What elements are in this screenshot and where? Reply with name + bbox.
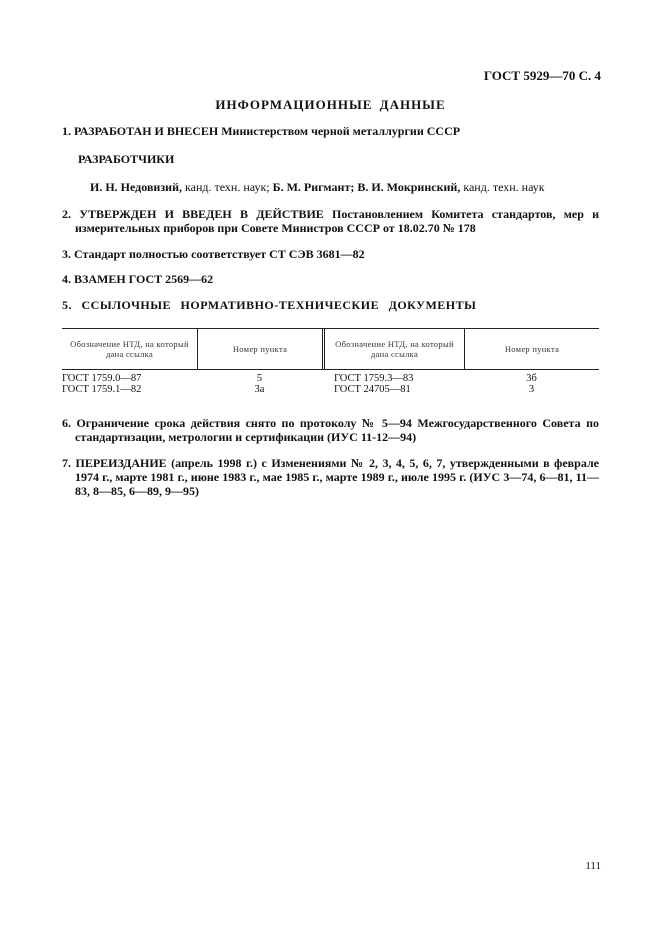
item-1-lead: 1. РАЗРАБОТАН И ВНЕСЕН — [62, 124, 219, 138]
table-column — [62, 373, 197, 395]
page-number: 111 — [585, 860, 601, 872]
table-cell: ГОСТ 1759.1—82 — [62, 384, 142, 395]
table-header-cell: Номер пункта — [464, 329, 599, 369]
table-header-cell: Номер пункта — [197, 329, 322, 369]
table-header-cell: Обозначение НТД, на который дана ссылка — [70, 339, 189, 359]
developer-degree-2: канд. техн. наук — [460, 180, 545, 194]
table-column — [464, 373, 599, 395]
developer-names-2: Б. М. Ригмант; В. И. Мокринский, — [272, 180, 461, 194]
section-title: ИНФОРМАЦИОННЫЕ ДАННЫЕ — [215, 97, 446, 112]
item-5: 5. ССЫЛОЧНЫЕ НОРМАТИВНО-ТЕХНИЧЕСКИЕ ДОКУМЕНТЫ — [62, 298, 477, 312]
developer-name-1: И. Н. Недовизий, — [90, 180, 182, 194]
developers-label: РАЗРАБОТЧИКИ — [78, 152, 175, 166]
table-cell: 3б — [526, 373, 537, 384]
table-header-cell: Обозначение НТД, на который дана ссылка — [322, 329, 464, 369]
table-column — [197, 373, 322, 395]
table-column — [322, 373, 464, 395]
item-2 — [62, 207, 599, 235]
table-cell: ГОСТ 1759.3—83 — [334, 373, 414, 384]
item-1 — [62, 124, 460, 138]
item-1-text: Министерством черной металлургии СССР — [221, 124, 461, 138]
table-body — [62, 370, 599, 395]
item-4: 4. ВЗАМЕН ГОСТ 2569—62 — [62, 272, 214, 286]
table-cell: 3а — [254, 384, 265, 395]
developer-degree-1: канд. техн. наук; — [182, 180, 273, 194]
table-header — [62, 329, 599, 370]
item-2-text: 2. УТВЕРЖДЕН И ВВЕДЕН В ДЕЙСТВИЕ Постановлением Комитета стандартов, мер и измерительных приборов при Совете Министров СССР от 18.02.70 № 178 — [62, 207, 599, 235]
table-cell: ГОСТ 24705—81 — [334, 384, 411, 395]
document-header: ГОСТ 5929—70 С. 4 — [483, 68, 601, 83]
item-3: 3. Стандарт полностью соответствует СТ СЭВ 3681—82 — [62, 247, 365, 261]
table-cell: 5 — [256, 373, 263, 384]
table-cell: 3 — [528, 384, 535, 395]
table-cell: ГОСТ 1759.0—87 — [62, 373, 142, 384]
references-table — [62, 328, 599, 395]
item-7: 7. ПЕРЕИЗДАНИЕ (апрель 1998 г.) с Изменениями № 2, 3, 4, 5, 6, 7, утвержденными в феврале 1974 г., марте 1981 г., июне 1983 г., мае 1985 г., марте 1989 г., июле 1995 г. (ИУС 3—74, 6—81, 11—83, 8—85, 6—89, 9—95) — [62, 456, 599, 498]
item-6: 6. Ограничение срока действия снято по протоколу № 5—94 Межгосударственного Совета по стандартизации, метрологии и сертификации (ИУС 11-12—94) — [62, 416, 599, 444]
developers-list — [90, 180, 545, 194]
